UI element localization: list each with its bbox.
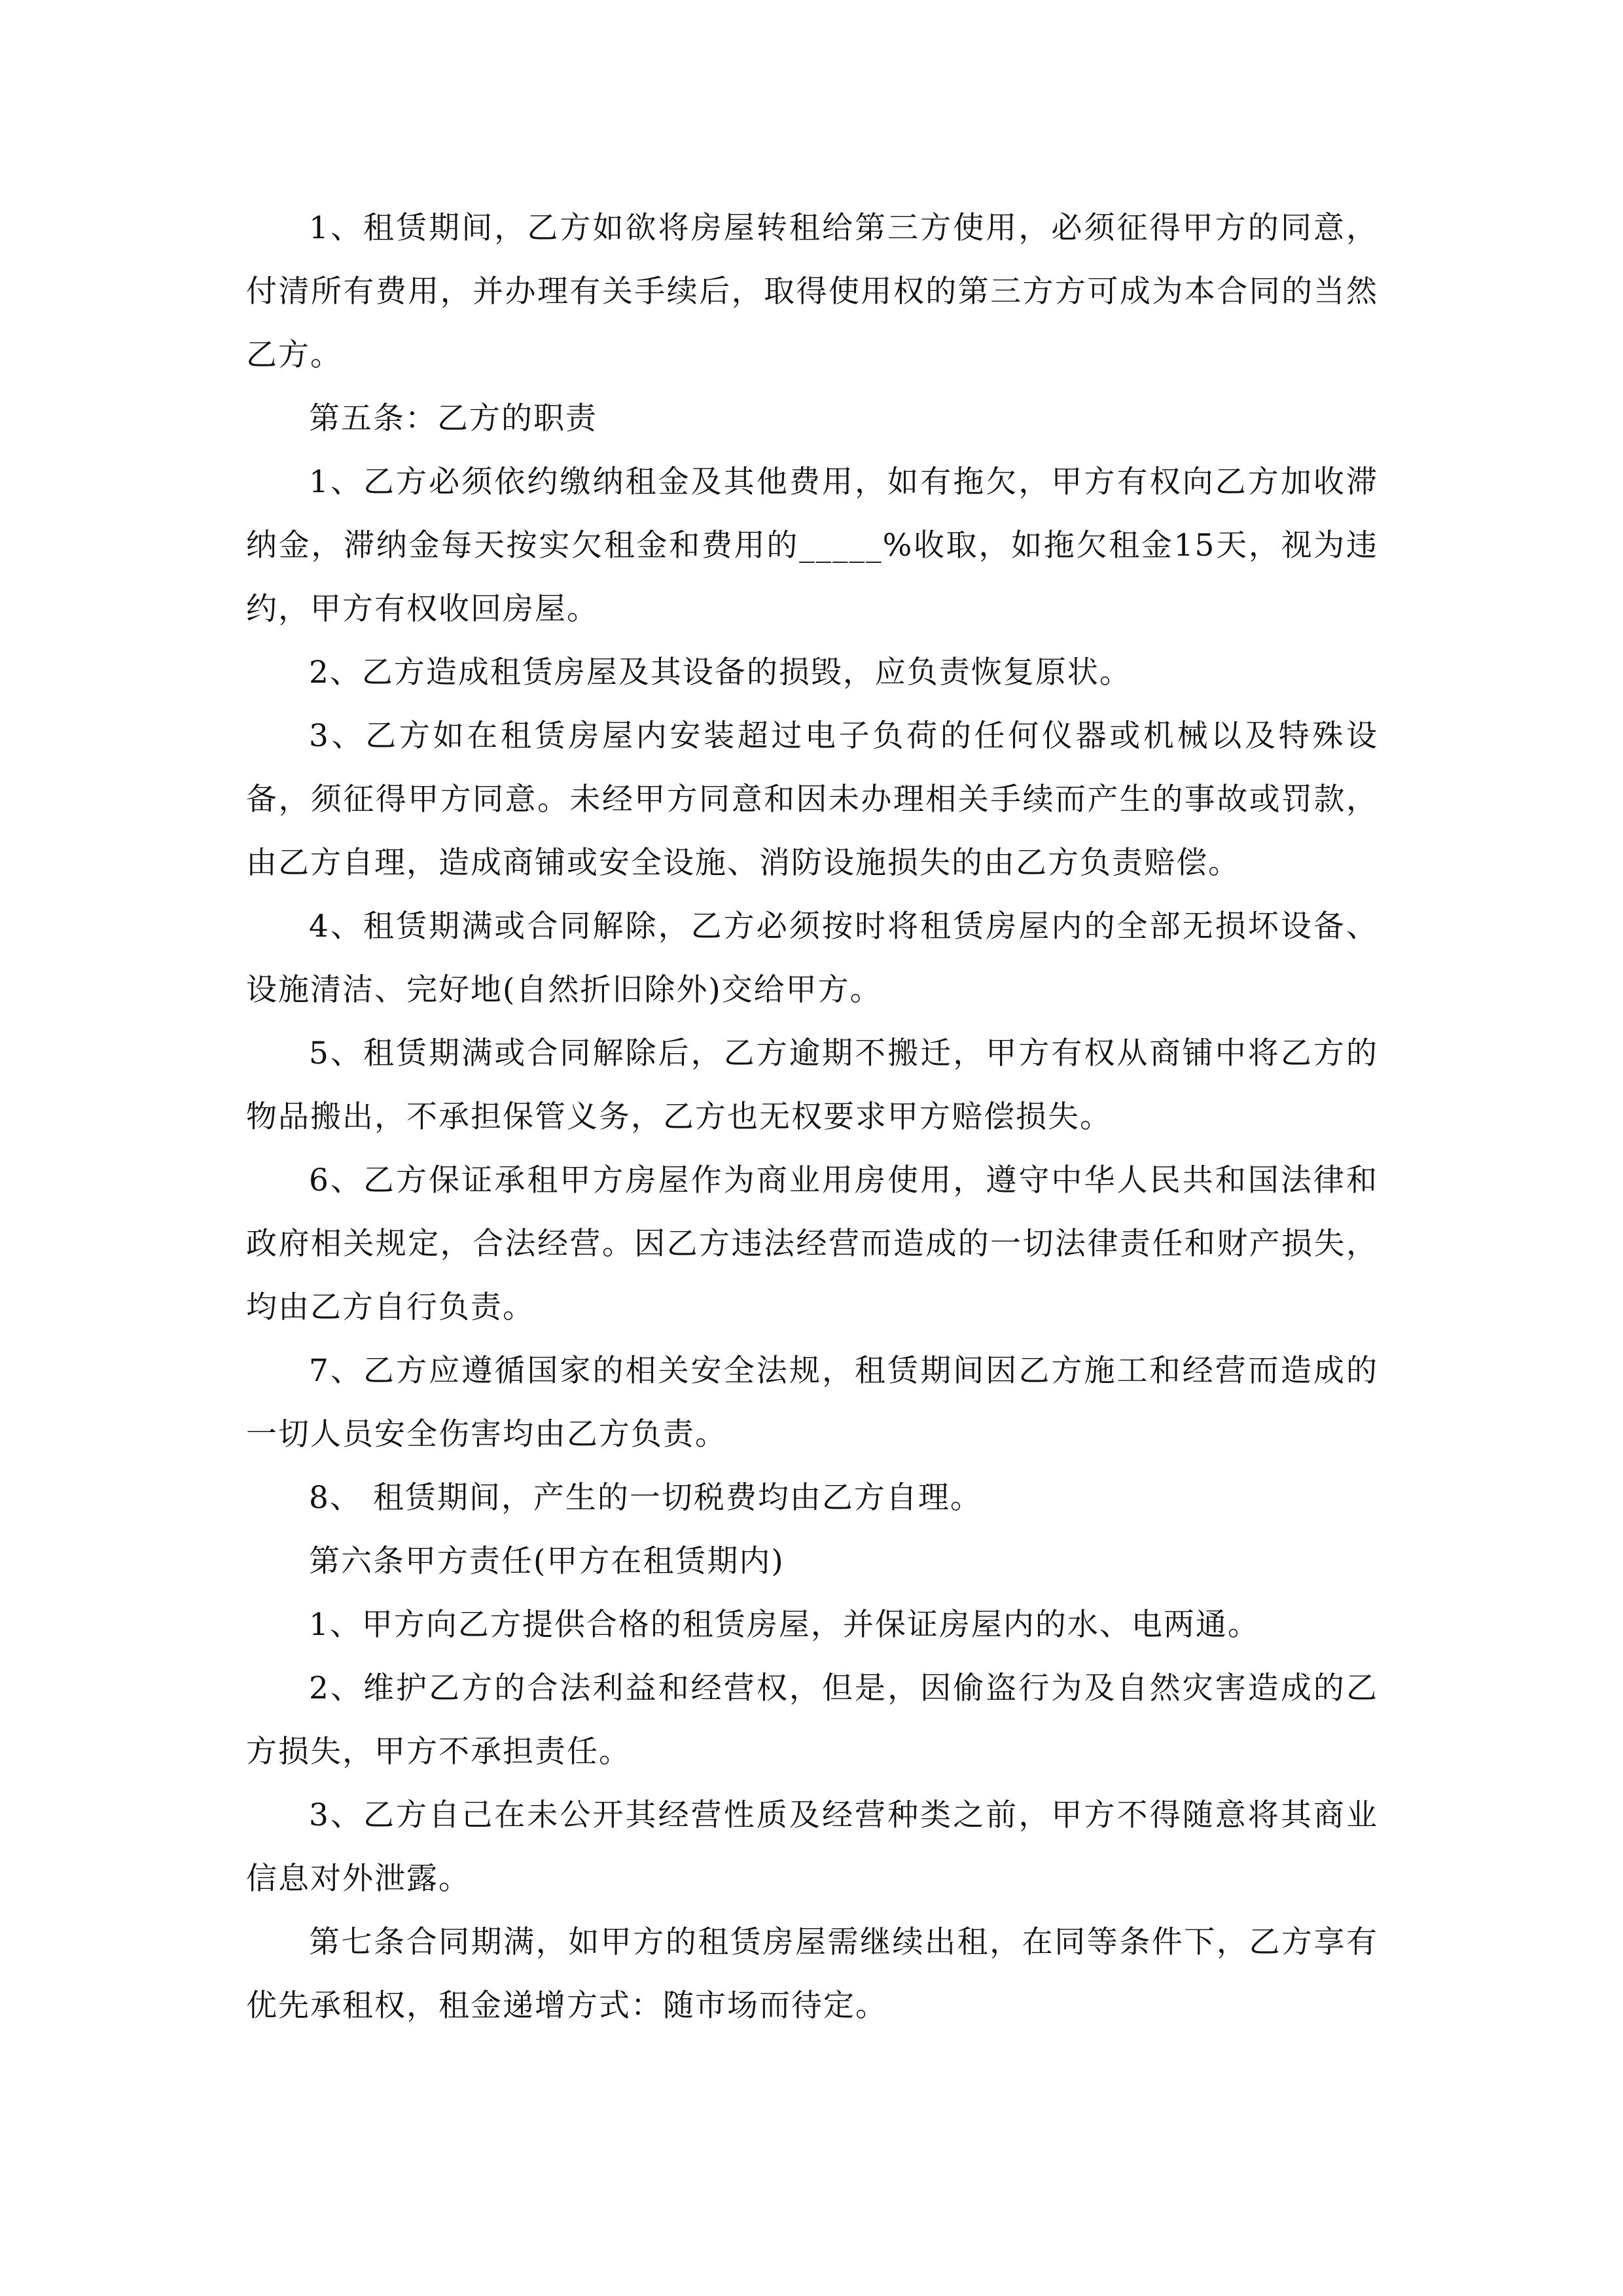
clause-rent-payment: 1、乙方必须依约缴纳租金及其他费用，如有拖欠，甲方有权向乙方加收滞纳金，滞纳金每天按实欠租金和费用的_____%收取，如拖欠租金15天，视为违约，甲方有权收回房屋。 (246, 464, 1378, 627)
clause-taxes: 8、 租赁期间，产生的一切税费均由乙方自理。 (309, 1480, 982, 1516)
clause-sublease: 1、租赁期间，乙方如欲将房屋转租给第三方使用，必须征得甲方的同意，付清所有费用，并办理有关手续后，取得使用权的第三方方可成为本合同的当然乙方。 (246, 210, 1378, 373)
clause-equipment-installation: 3、乙方如在租赁房屋内安装超过电子负荷的任何仪器或机械以及特殊设备，须征得甲方同意。未经甲方同意和因未办理相关手续而产生的事故或罚款，由乙方自理，造成商铺或安全设施、消防设施损失的由乙方负责赔偿。 (246, 718, 1378, 881)
clause-article-7-renewal: 第七条合同期满，如甲方的租赁房屋需继续出租，在同等条件下，乙方享有优先承租权，租金递增方式：随市场而待定。 (246, 1924, 1378, 2024)
clause-confidentiality: 3、乙方自己在未公开其经营性质及经营种类之前，甲方不得随意将其商业信息对外泄露。 (246, 1797, 1378, 1897)
clause-return-equipment: 4、租赁期满或合同解除，乙方必须按时将租赁房屋内的全部无损坏设备、设施清洁、完好地(自然折旧除外)交给甲方。 (246, 908, 1378, 1008)
clause-damage-restoration: 2、乙方造成租赁房屋及其设备的损毁，应负责恢复原状。 (309, 655, 1132, 691)
clause-lawful-operation: 6、乙方保证承租甲方房屋作为商业用房使用，遵守中华人民共和国法律和政府相关规定，合法经营。因乙方违法经营而造成的一切法律责任和财产损失，均由乙方自行负责。 (246, 1162, 1378, 1325)
clause-safety: 7、乙方应遵循国家的相关安全法规，租赁期间因乙方施工和经营而造成的一切人员安全伤害均由乙方负责。 (246, 1353, 1378, 1452)
clause-protect-rights: 2、维护乙方的合法利益和经营权，但是，因偷盗行为及自然灾害造成的乙方损失，甲方不承担责任。 (246, 1670, 1378, 1770)
clause-overdue-relocation: 5、租赁期满或合同解除后，乙方逾期不搬迁，甲方有权从商铺中将乙方的物品搬出，不承担保管义务，乙方也无权要求甲方赔偿损失。 (246, 1035, 1378, 1135)
section-heading-article-5: 第五条：乙方的职责 (309, 401, 597, 437)
clause-provide-premises: 1、甲方向乙方提供合格的租赁房屋，并保证房屋内的水、电两通。 (309, 1607, 1260, 1643)
section-heading-article-6: 第六条甲方责任(甲方在租赁期内) (309, 1543, 785, 1579)
document-body (246, 196, 1378, 2037)
